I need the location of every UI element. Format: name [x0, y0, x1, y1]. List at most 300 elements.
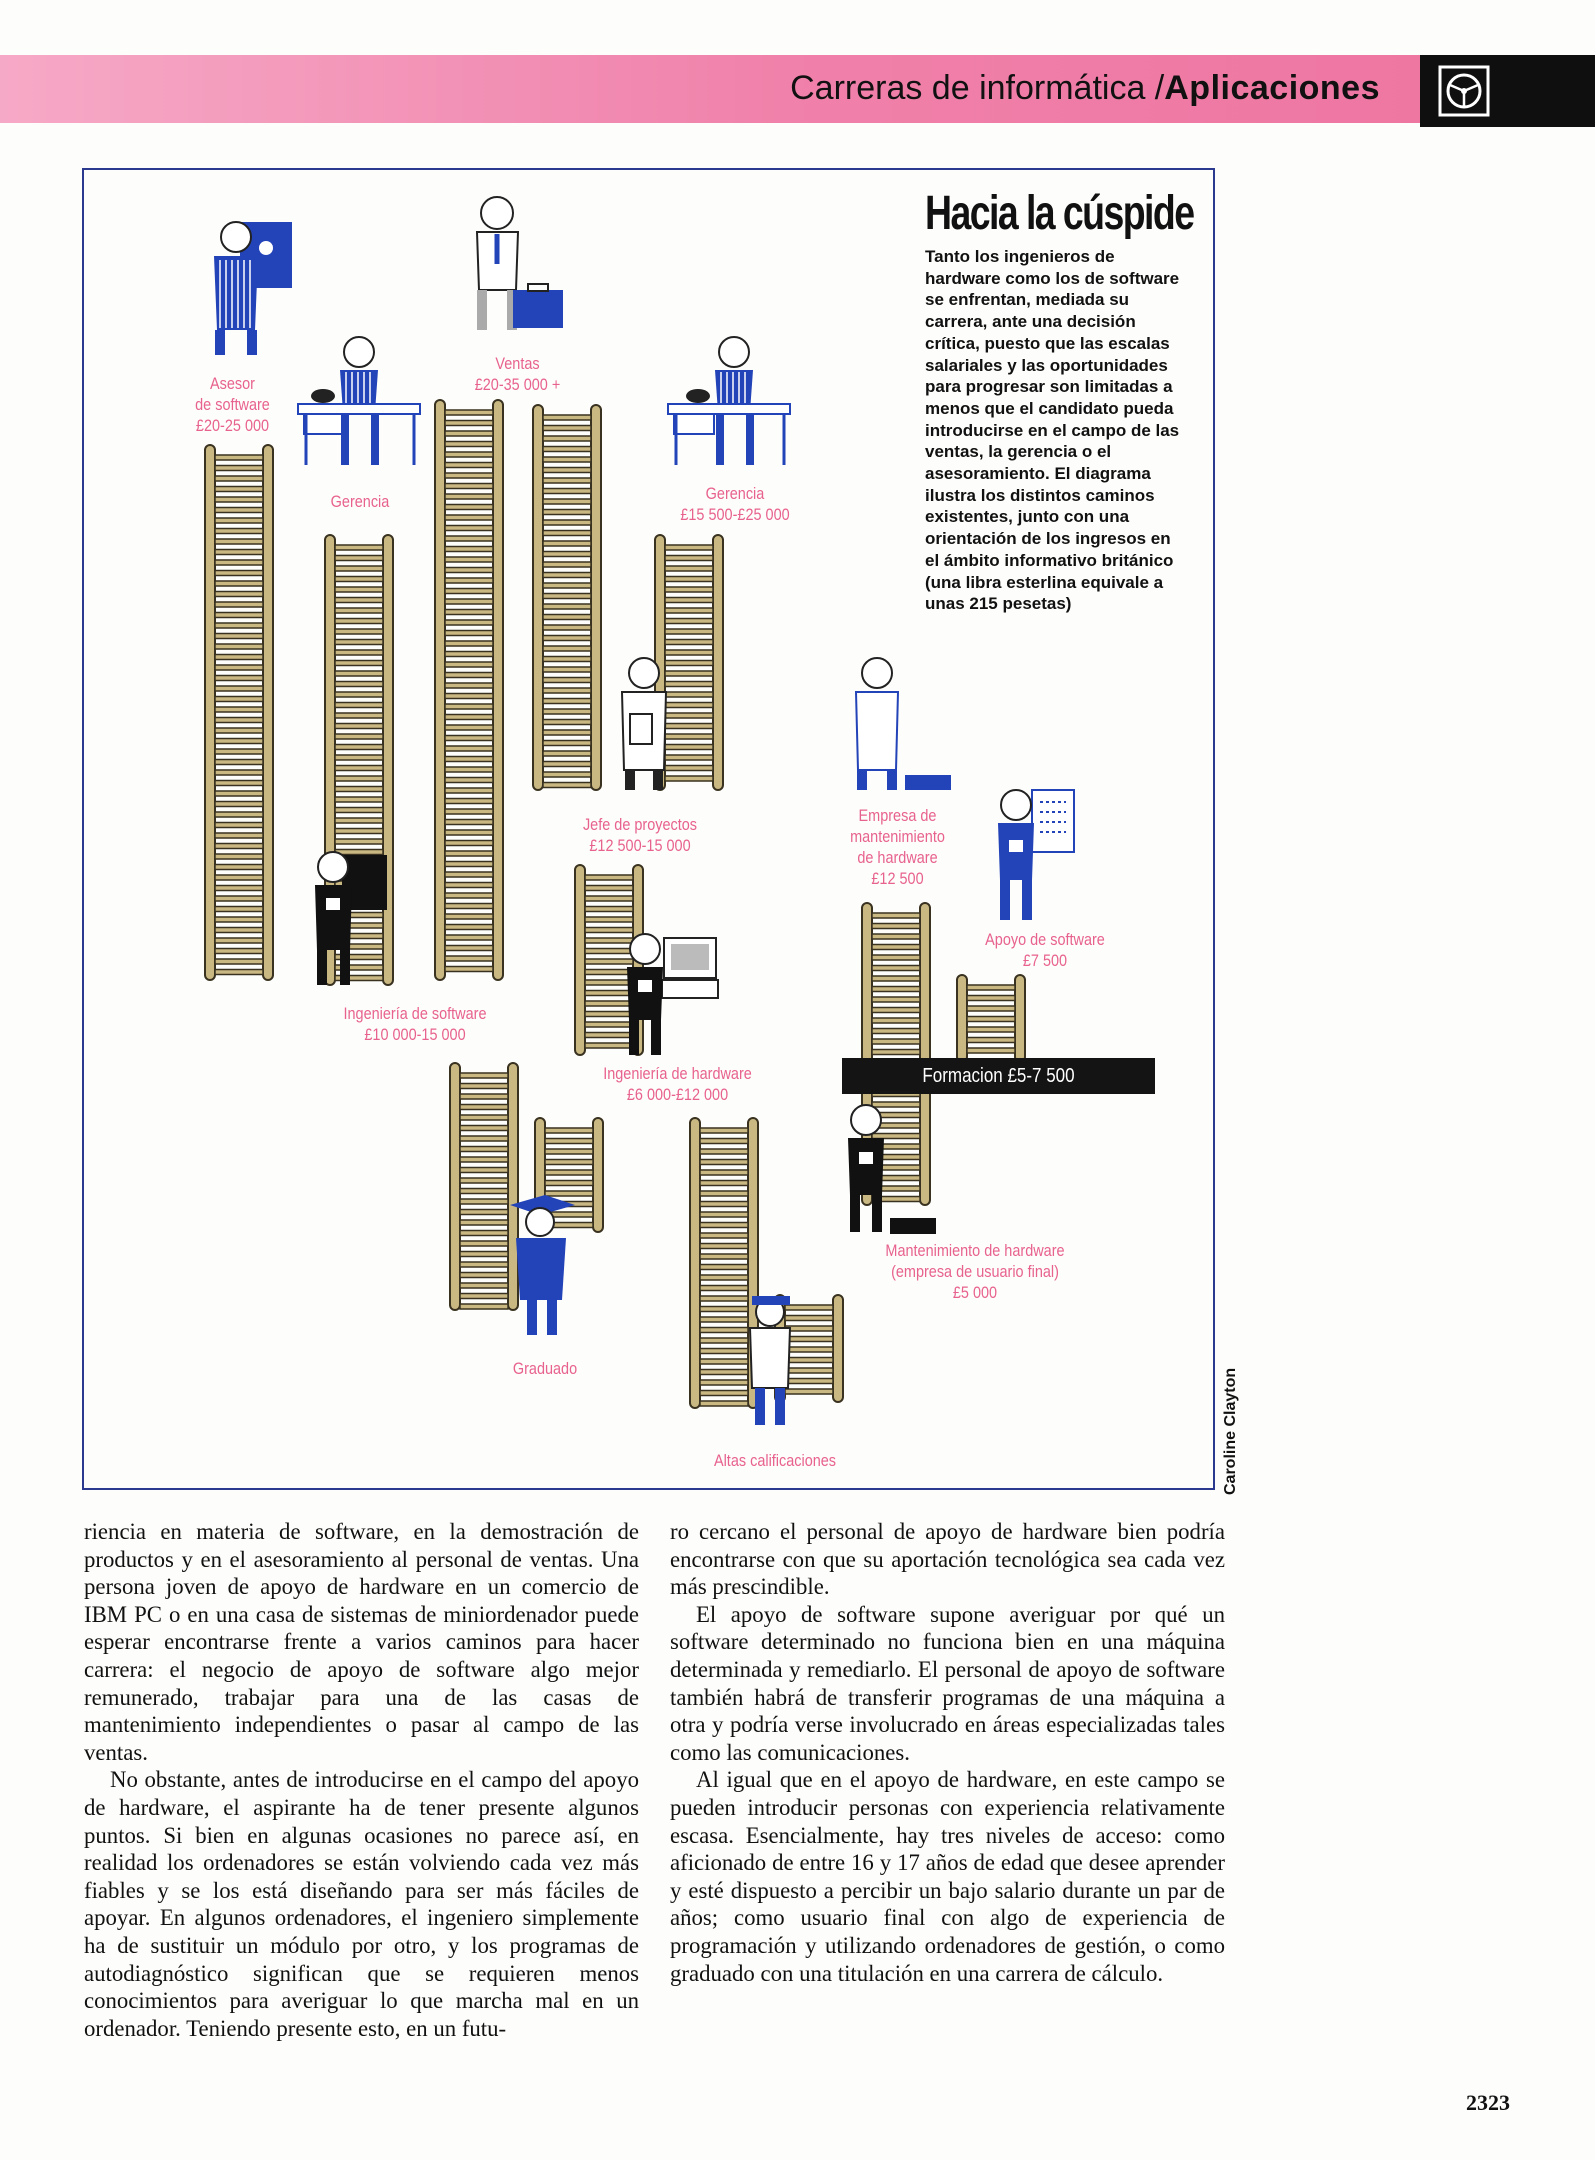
ladder-rung — [460, 1126, 508, 1131]
ladder-rung — [215, 550, 263, 555]
ladder-rung — [585, 959, 633, 964]
ladder-rung — [445, 788, 493, 793]
ladder-rung — [215, 823, 263, 828]
ladder-rung — [543, 615, 591, 620]
ladder-rung — [445, 641, 493, 646]
ladder-rung — [445, 841, 493, 846]
ladder-rung — [445, 967, 493, 972]
ladder-rung — [585, 928, 633, 933]
ladder-rung — [445, 862, 493, 867]
ladder-rung — [215, 613, 263, 618]
ladder-rung — [700, 1391, 748, 1396]
ladder-rung — [335, 566, 383, 571]
ladder-rung — [445, 547, 493, 552]
ladder-rung — [665, 556, 713, 561]
ladder-rung — [445, 725, 493, 730]
ladder-rung — [215, 686, 263, 691]
ladder-rung — [665, 629, 713, 634]
ladder-rung — [700, 1338, 748, 1343]
ladder-rung — [215, 623, 263, 628]
ladder-rung — [445, 494, 493, 499]
ladder-rung — [335, 587, 383, 592]
ladder-rung — [215, 655, 263, 660]
ladder-rail — [533, 405, 543, 790]
ladder-rung — [585, 886, 633, 891]
ladder-rail — [748, 1118, 758, 1408]
ladder-rung — [445, 809, 493, 814]
ladder-rung — [700, 1191, 748, 1196]
ladder-rung — [665, 598, 713, 603]
ladder-rung — [665, 545, 713, 550]
ladder-rung — [215, 812, 263, 817]
ladder-rail — [508, 1063, 518, 1310]
ladder-rung — [700, 1223, 748, 1228]
ladder-rung — [335, 650, 383, 655]
ladder-rung — [585, 1001, 633, 1006]
label-apoyo-software: Apoyo de software £7 500 — [985, 930, 1105, 970]
ladder-rung — [665, 755, 713, 760]
ladder-rung — [445, 683, 493, 688]
ladder-rung — [445, 421, 493, 426]
ladder-rung — [700, 1202, 748, 1207]
text-column-left — [84, 1518, 639, 2042]
ladder-rung — [215, 571, 263, 576]
ladder-rung — [665, 608, 713, 613]
label-graduado: Graduado — [512, 1359, 578, 1378]
ladder-rung — [872, 924, 920, 929]
ladder-rung — [445, 893, 493, 898]
ladder-rung — [872, 1039, 920, 1044]
ladder-rung — [700, 1233, 748, 1238]
ladder-rung — [545, 1191, 593, 1196]
ladder-rung — [543, 783, 591, 788]
ladder-rail — [591, 405, 601, 790]
ladder-rung — [445, 925, 493, 930]
ladder-rung — [215, 938, 263, 943]
ladder-rung — [215, 581, 263, 586]
ladder-rung — [215, 592, 263, 597]
ladder-rung — [665, 724, 713, 729]
ladder-rung — [585, 907, 633, 912]
ladder-rung — [215, 802, 263, 807]
ladder-rung — [585, 1043, 633, 1048]
ladder-rail — [535, 1118, 545, 1232]
ladder-rung — [215, 560, 263, 565]
ladder-rung — [215, 455, 263, 460]
ladder-rung — [545, 1223, 593, 1228]
ladder-rung — [445, 799, 493, 804]
ladder-rung — [335, 892, 383, 897]
ladder-rung — [335, 577, 383, 582]
ladder-rung — [445, 694, 493, 699]
ladder-rung — [545, 1212, 593, 1217]
ladder-rung — [460, 1220, 508, 1225]
ladder-rung — [872, 913, 920, 918]
ladder-rail — [205, 445, 215, 980]
ladder-rung — [967, 1048, 1015, 1053]
ladder-rail — [775, 1295, 785, 1402]
ladder-rung — [445, 505, 493, 510]
ladder-rung — [460, 1210, 508, 1215]
ladder-rung — [543, 520, 591, 525]
ladder-rail — [690, 1118, 700, 1408]
paragraph: riencia en materia de software, en la demostración de productos y en el asesoramiento al personal de ventas. Una persona joven de apoyo de hardware en un comercio de IBM PC o en una casa de sistemas de miniordenador puede esperar encontrarse frente a varios caminos para hacer carrera: el negocio de apoyo de software algo mejor remunerado, trabajar para una de las casas de mantenimiento independientes o pasar al campo de las ventas. — [84, 1519, 639, 1765]
ladder-rung — [543, 436, 591, 441]
ladder-rung — [215, 697, 263, 702]
ladder-rung — [785, 1305, 833, 1310]
ladder — [533, 405, 601, 790]
ladder-rail — [713, 535, 723, 790]
ladder-rung — [460, 1283, 508, 1288]
ladder-rung — [665, 587, 713, 592]
ladder-rung — [445, 578, 493, 583]
ladder-rung — [585, 938, 633, 943]
ladder-rung — [872, 1113, 920, 1118]
ladder-rung — [700, 1244, 748, 1249]
ladder-rung — [785, 1379, 833, 1384]
ladder-rung — [785, 1347, 833, 1352]
ladder-rung — [335, 976, 383, 981]
ladder-rung — [335, 955, 383, 960]
ladder-rail — [493, 400, 503, 980]
ladder-rung — [335, 881, 383, 886]
ladder-rung — [335, 923, 383, 928]
ladder-rail — [655, 535, 665, 790]
ladder-rung — [872, 945, 920, 950]
ladder-rung — [445, 662, 493, 667]
ladder — [325, 535, 393, 985]
ladder-rung — [335, 608, 383, 613]
ladder-rung — [543, 604, 591, 609]
page-number: 2323 — [1466, 2090, 1510, 2115]
ladder-rung — [585, 896, 633, 901]
ladder-rung — [665, 766, 713, 771]
ladder-rung — [872, 1029, 920, 1034]
ladder — [775, 1295, 843, 1402]
ladder-rung — [543, 720, 591, 725]
ladder-rung — [665, 566, 713, 571]
ladder-rung — [700, 1160, 748, 1165]
ladder-rung — [215, 760, 263, 765]
ladder-rung — [335, 692, 383, 697]
ladder-rung — [665, 640, 713, 645]
ladder-rung — [585, 949, 633, 954]
ladder-rung — [335, 913, 383, 918]
ladder-rung — [445, 484, 493, 489]
ladder-rung — [545, 1149, 593, 1154]
ladder-rung — [445, 631, 493, 636]
ladder — [862, 903, 930, 1205]
ladder-rung — [543, 709, 591, 714]
ladder-rung — [335, 787, 383, 792]
ladder-rung — [445, 914, 493, 919]
ladder-rung — [445, 778, 493, 783]
label-formacion-text: Formacion £5-7 500 — [922, 1065, 1075, 1087]
ladder-rung — [460, 1105, 508, 1110]
ladder-rung — [543, 741, 591, 746]
ladder-rung — [967, 1006, 1015, 1011]
ladder-rung — [545, 1160, 593, 1165]
ladder-rung — [700, 1181, 748, 1186]
ladder-rung — [215, 781, 263, 786]
ladder-rung — [445, 442, 493, 447]
ladder-rung — [445, 746, 493, 751]
ladder-rung — [445, 820, 493, 825]
ladder-rung — [335, 766, 383, 771]
ladder-rung — [700, 1349, 748, 1354]
ladder-rung — [445, 410, 493, 415]
ladder-rung — [665, 734, 713, 739]
ladder-rung — [460, 1115, 508, 1120]
label-gerencia-2: Gerencia £15 500-£25 000 — [680, 484, 790, 524]
ladder-rail — [862, 903, 872, 1205]
ladder-rung — [543, 625, 591, 630]
ladder-rung — [872, 955, 920, 960]
ladder-rail — [450, 1063, 460, 1310]
ladder-rung — [215, 917, 263, 922]
ladder-rung — [665, 776, 713, 781]
ladder-rung — [700, 1212, 748, 1217]
ladder-rung — [700, 1265, 748, 1270]
ladder-rung — [872, 1144, 920, 1149]
ladder-rung — [785, 1337, 833, 1342]
ladder-rung — [215, 928, 263, 933]
ladder-rail — [263, 445, 273, 980]
ladder-rail — [383, 535, 393, 985]
ladder-rung — [543, 583, 591, 588]
ladder-rung — [215, 907, 263, 912]
ladder-rung — [335, 661, 383, 666]
label-jefe-proyectos: Jefe de proyectos £12 500-15 000 — [582, 815, 698, 855]
ladder-rung — [445, 872, 493, 877]
ladder-rung — [335, 860, 383, 865]
ladder-rung — [700, 1128, 748, 1133]
ladder-rung — [445, 620, 493, 625]
ladder-rung — [445, 463, 493, 468]
ladder-rung — [215, 949, 263, 954]
ladder-rung — [335, 850, 383, 855]
ladder-rung — [335, 724, 383, 729]
ladder-rung — [335, 776, 383, 781]
ladder-rung — [215, 634, 263, 639]
ladder-rung — [665, 692, 713, 697]
ladder-rung — [460, 1168, 508, 1173]
ladder-rung — [543, 499, 591, 504]
ladder-rung — [335, 703, 383, 708]
ladder — [205, 445, 273, 980]
ladder-rung — [543, 699, 591, 704]
ladder-rail — [325, 535, 335, 985]
ladder-rung — [445, 589, 493, 594]
ladder-rung — [445, 610, 493, 615]
ladder-rung — [545, 1181, 593, 1186]
ladder-rung — [543, 772, 591, 777]
label-ingenieria-software: Ingeniería de software £10 000-15 000 — [343, 1004, 487, 1044]
header-subsection: Aplicaciones — [1164, 69, 1380, 107]
ladder-rung — [445, 935, 493, 940]
ladder-rung — [700, 1307, 748, 1312]
ladder-rung — [445, 904, 493, 909]
ladder-rung — [460, 1084, 508, 1089]
figure-title: Hacia la cúspide — [925, 187, 1194, 240]
ladder-rung — [543, 510, 591, 515]
ladder-rung — [585, 1033, 633, 1038]
ladder-rung — [335, 619, 383, 624]
ladder-rung — [215, 970, 263, 975]
ladder-rung — [585, 917, 633, 922]
ladder-rung — [543, 447, 591, 452]
ladder-rung — [215, 875, 263, 880]
ladder-rung — [543, 657, 591, 662]
ladder-rung — [700, 1275, 748, 1280]
ladder-rung — [215, 466, 263, 471]
ladder-rung — [215, 518, 263, 523]
ladder-rung — [665, 703, 713, 708]
ladder — [435, 400, 503, 980]
ladder-rung — [967, 996, 1015, 1001]
ladder-rung — [335, 671, 383, 676]
ladder-rung — [872, 987, 920, 992]
ladder-rung — [215, 959, 263, 964]
ladder-rung — [872, 1008, 920, 1013]
ladder-rung — [585, 970, 633, 975]
ladder-rung — [700, 1286, 748, 1291]
ladder-rung — [445, 536, 493, 541]
ladder-rung — [445, 715, 493, 720]
ladder-rung — [665, 577, 713, 582]
ladder-rung — [335, 734, 383, 739]
ladder-rail — [593, 1118, 603, 1232]
label-ventas: Ventas £20-35 000 + — [474, 354, 561, 394]
ladder-rung — [872, 1197, 920, 1202]
ladder-rung — [445, 515, 493, 520]
ladder-rung — [445, 568, 493, 573]
ladder-rung — [445, 883, 493, 888]
ladder-rung — [215, 791, 263, 796]
ladder-rung — [215, 749, 263, 754]
ladder-rung — [215, 676, 263, 681]
ladder-rung — [543, 667, 591, 672]
ladder-rung — [215, 833, 263, 838]
ladder-rung — [445, 767, 493, 772]
ladder-rung — [543, 457, 591, 462]
ladder-rung — [215, 529, 263, 534]
ladder-rung — [585, 991, 633, 996]
ladder-rung — [335, 713, 383, 718]
ladder-rung — [543, 552, 591, 557]
ladder-rung — [665, 619, 713, 624]
ladder-rung — [215, 508, 263, 513]
ladder-rung — [445, 830, 493, 835]
ladder-rung — [700, 1170, 748, 1175]
ladder-rung — [460, 1199, 508, 1204]
ladder-rung — [872, 934, 920, 939]
paragraph: No obstante, antes de introducirse en el campo del apoyo de hardware, el aspirante ha de tener presente algunos puntos. Si bien en algunas ocasiones no parece así, en realidad los ordenadores se están volviendo cada vez más fiables y se los está diseñando para ser más fáciles de apoyar. En algunos ordenadores, el ingeniero simplemente ha de sustituir un módulo por otro, y los programas de autodiagnóstico significan que se requieren menos conocimientos para averiguar lo que marcha mal en un ordenador. Teniendo presente esto, en un futu- — [84, 1767, 639, 2041]
ladder-rung — [215, 476, 263, 481]
ladder-rung — [215, 644, 263, 649]
label-empresa-mantenimiento: Empresa de mantenimiento de hardware £12 500 — [850, 806, 945, 888]
ladder-rung — [215, 707, 263, 712]
ladder-rung — [335, 871, 383, 876]
ladder-rung — [543, 489, 591, 494]
ladder-rung — [872, 1186, 920, 1191]
ladder-rung — [872, 1123, 920, 1128]
ladder-rung — [545, 1128, 593, 1133]
ladder-rung — [872, 1102, 920, 1107]
ladder-rung — [215, 770, 263, 775]
ladder-rung — [785, 1358, 833, 1363]
ladder-rung — [335, 545, 383, 550]
ladder — [957, 975, 1025, 1062]
figure-intro: Tanto los ingenieros de hardware como los de software se enfrentan, mediada su carrera, ante una decisión crítica, puesto que las escalas salariales y las oportunidades para progresar son limitadas a menos que el candidato pueda introducirse en el campo de las ventas, la gerencia o el asesoramiento. El diagrama ilustra los distintos caminos existentes, junto con una orientación de los ingresos en el ámbito informativo británico (una libra esterlina equivale a unas 215 pesetas) — [925, 247, 1180, 614]
ladder-rung — [445, 473, 493, 478]
ladder-rung — [967, 1038, 1015, 1043]
ladder-rung — [785, 1389, 833, 1394]
ladder-rung — [335, 755, 383, 760]
ladder-rung — [872, 997, 920, 1002]
ladder — [535, 1118, 603, 1232]
ladder-rung — [543, 646, 591, 651]
ladder-rail — [633, 865, 643, 1055]
ladder-rung — [335, 629, 383, 634]
ladder — [450, 1063, 518, 1310]
ladder-rung — [215, 865, 263, 870]
ladder-rung — [215, 896, 263, 901]
label-ingenieria-hardware: Ingeniería de hardware £6 000-£12 000 — [603, 1064, 752, 1104]
ladder-rung — [460, 1147, 508, 1152]
ladder-rung — [335, 797, 383, 802]
ladder-rung — [460, 1252, 508, 1257]
ladder-rung — [543, 531, 591, 536]
ladder-rung — [665, 713, 713, 718]
label-altas-calificaciones: Altas calificaciones — [713, 1451, 837, 1470]
ladder — [655, 535, 723, 790]
paragraph: ro cercano el personal de apoyo de hardware bien podría encontrarse con que su aportación tecnológica sea cada vez más prescindible. — [670, 1519, 1225, 1600]
ladder-rung — [543, 594, 591, 599]
ladder-rung — [543, 688, 591, 693]
ladder-rung — [460, 1273, 508, 1278]
ladder-rung — [543, 468, 591, 473]
ladder-rung — [872, 1134, 920, 1139]
ladder-rung — [335, 829, 383, 834]
ladder-rail — [833, 1295, 843, 1402]
ladder-rung — [545, 1202, 593, 1207]
ladder-rung — [543, 636, 591, 641]
ladder-rung — [460, 1178, 508, 1183]
ladder-rung — [445, 526, 493, 531]
ladder-rung — [335, 818, 383, 823]
ladder — [575, 865, 643, 1055]
ladder-rung — [700, 1380, 748, 1385]
ladder-rung — [215, 539, 263, 544]
ladder-rung — [215, 718, 263, 723]
ladder-rung — [872, 1176, 920, 1181]
ladder — [690, 1118, 758, 1408]
ladder-rung — [215, 665, 263, 670]
label-mantenimiento-hardware: Mantenimiento de hardware (empresa de usuario final) £5 000 — [885, 1241, 1065, 1302]
ladder-rung — [872, 976, 920, 981]
label-formacion — [842, 1058, 1155, 1094]
ladder-rung — [700, 1296, 748, 1301]
ladder-rung — [335, 745, 383, 750]
ladder-rung — [335, 556, 383, 561]
ladder-rung — [700, 1149, 748, 1154]
ladder-rung — [700, 1328, 748, 1333]
ladder-rung — [445, 452, 493, 457]
ladder-rung — [785, 1316, 833, 1321]
ladder-rung — [335, 902, 383, 907]
text-column-right — [670, 1518, 1225, 1987]
